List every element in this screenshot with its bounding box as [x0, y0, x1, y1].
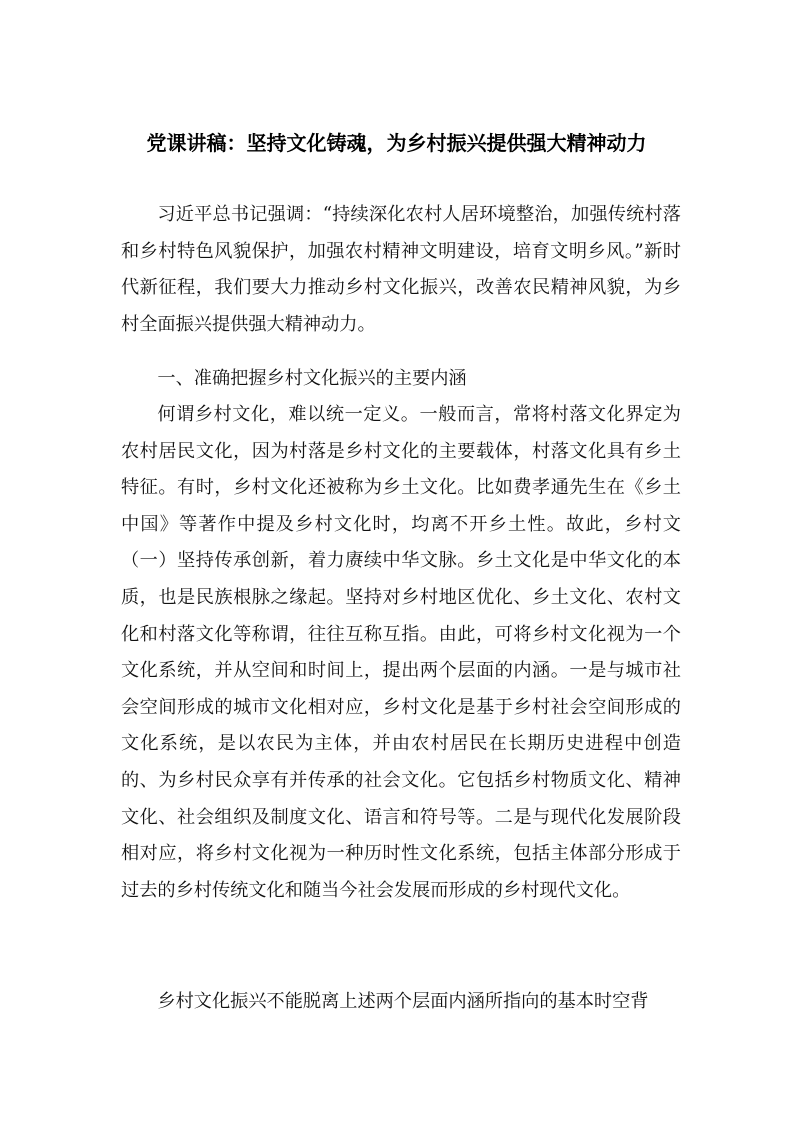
body-paragraph-continued: 乡村文化振兴不能脱离上述两个层面内涵所指向的基本时空背 [157, 991, 649, 1012]
document-title: 党课讲稿：坚持文化铸魂，为乡村振兴提供强大精神动力 [146, 131, 647, 155]
section-heading: 一、准确把握乡村文化振兴的主要内涵 [157, 368, 467, 389]
body-paragraph: 何谓乡村文化，难以统一定义。一般而言，常将村落文化界定为农村居民文化，因为村落是乡村文化的主要载体，村落文化具有乡土特征。有时，乡村文化还被称为乡土文化。比如费孝通先生在《乡土中国》等著作中提及乡村文化时，均离不开乡土性。故此，乡村文（一）坚持传承创新，着力赓续中华文脉。乡土文化是中华文化的本质，也是民族根脉之缘起。坚持对乡村地区优化、乡土文化、农村文化和村落文化等称谓，往往互称互指。由此，可将乡村文化视为一个文化系统，并从空间和时间上，提出两个层面的内涵。一是与城市社会空间形成的城市文化相对应，乡村文化是基于乡村社会空间形成的文化系统，是以农民为主体，并由农村居民在长期历史进程中创造的、为乡村民众享有并传承的社会文化。它包括乡村物质文化、精神文化、社会组织及制度文化、语言和符号等。二是与现代化发展阶段相对应，将乡村文化视为一种历时性文化系统，包括主体部分形成于过去的乡村传统文化和随当今社会发展而形成的乡村现代文化。 [121, 404, 681, 901]
intro-paragraph: 习近平总书记强调：“持续深化农村人居环境整治，加强传统村落和乡村特色风貌保护，加强农村精神文明建设，培育文明乡风。”新时代新征程，我们要大力推动乡村文化振兴，改善农民精神风貌，为乡村全面振兴提供强大精神动力。 [121, 204, 681, 335]
